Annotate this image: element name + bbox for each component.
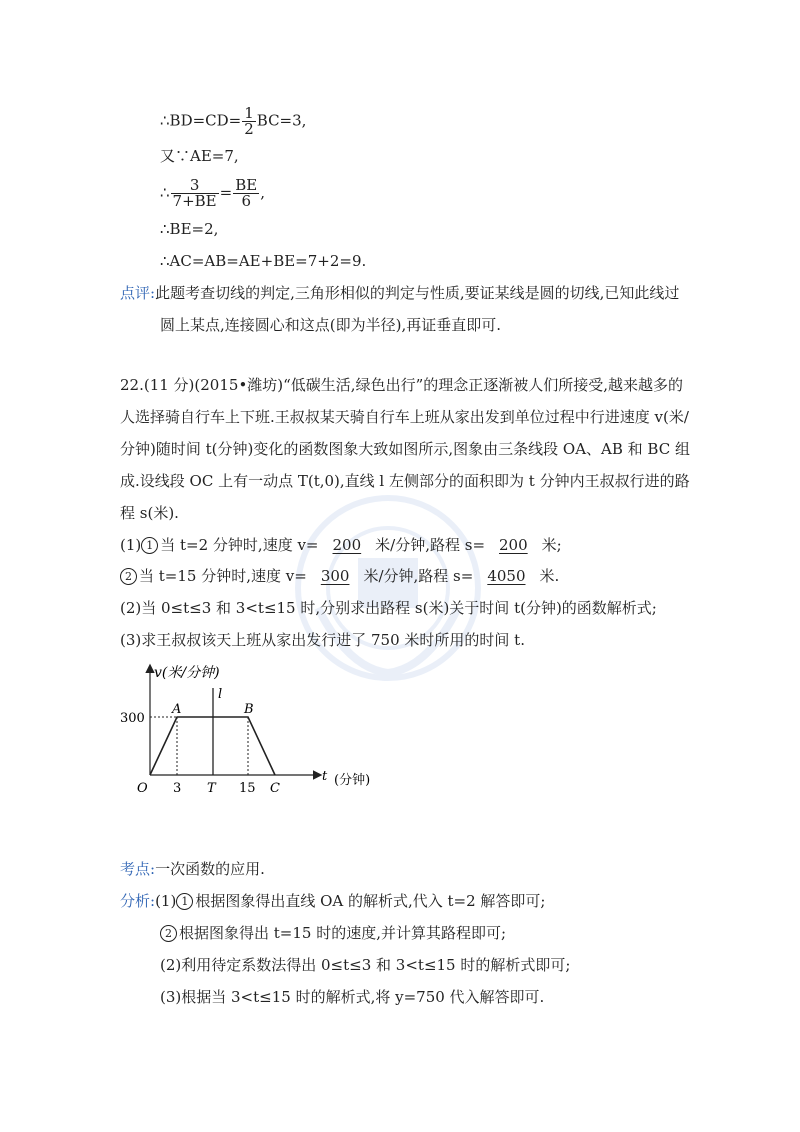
x-axis-label: t: [322, 769, 328, 784]
answer-blank-v2: 300: [320, 567, 350, 585]
comment-line-2: 圆上某点,连接圆心和这点(即为半径),再证垂直即可.: [160, 316, 502, 334]
problem-line-2: 人选择骑自行车上下班.王叔叔某天骑自行车上班从家出发到单位过程中行进速度 v(米/: [120, 408, 689, 426]
y-axis-label: v(米/分钟): [154, 665, 220, 681]
question-1a: (1) 1 当 t=2 分钟时,速度 v= 200 米/分钟,路程 s= 200 米;: [120, 536, 562, 554]
problem-line-1: 22.(11 分)(2015•潍坊)“低碳生活,绿色出行”的理念正逐渐被人们所接受,越来越多的: [120, 376, 684, 394]
solution-line-3: ∴ $\frac{3}{7+BE}$ = $\frac{BE}{6}$ ,: [160, 176, 265, 210]
x-tick-t: T: [207, 781, 216, 796]
y-tick-300: 300: [120, 711, 145, 726]
analysis-line-1: 分析:(1) 1 根据图象得出直线 OA 的解析式,代入 t=2 解答即可;: [120, 892, 546, 910]
line-l-label: l: [218, 687, 223, 702]
solution-line-5: ∴AC=AB=AE+BE=7+2=9.: [160, 252, 367, 270]
watermark-emblem-icon: [288, 488, 488, 688]
problem-line-3: 分钟)随时间 t(分钟)变化的函数图象大致如图所示,图象由三条线段 OA、AB 和 BC 组: [120, 440, 690, 458]
x-tick-15: 15: [239, 781, 256, 796]
circled-number-1: 1: [141, 537, 158, 554]
solution-line-4: ∴BE=2,: [160, 220, 219, 238]
solution-line-2: 又∵AE=7,: [160, 147, 239, 165]
point-b-label: B: [244, 702, 254, 717]
analysis-line-3: (2)利用待定系数法得出 0≤t≤3 和 3<t≤15 时的解析式即可;: [160, 956, 571, 974]
circled-number-2: 2: [160, 925, 177, 942]
point-c-label: C: [270, 781, 280, 796]
analysis-line-2: 2 根据图象得出 t=15 时的速度,并计算其路程即可;: [160, 923, 506, 943]
analysis-line-4: (3)根据当 3<t≤15 时的解析式,将 y=750 代入解答即可.: [160, 988, 545, 1006]
problem-line-4: 成.设线段 OC 上有一动点 T(t,0),直线 l 左侧部分的面积即为 t 分钟内王叔叔行进的路: [120, 472, 690, 490]
fraction-right: $\frac{BE}{6}$: [235, 176, 258, 210]
question-3: (3)求王叔叔该天上班从家出发行进了 750 米时所用的时间 t.: [120, 631, 525, 649]
fraction-half: $\frac{1}{2}$: [244, 104, 254, 138]
point-a-label: A: [172, 702, 182, 717]
velocity-time-graph: [120, 660, 380, 800]
x-tick-3: 3: [173, 781, 182, 796]
question-2: (2)当 0≤t≤3 和 3<t≤15 时,分别求出路程 s(米)关于时间 t(分钟)的函数解析式;: [120, 599, 657, 617]
origin-label: O: [137, 781, 148, 796]
circled-number-1: 1: [176, 893, 193, 910]
solution-line-1: ∴BD=CD= $\frac{1}{2}$ BC=3,: [160, 104, 307, 138]
problem-line-5: 程 s(米).: [120, 504, 179, 522]
kaodian-label: 考点:: [120, 860, 156, 878]
kaodian-line: 考点:一次函数的应用.: [120, 860, 265, 878]
circled-number-2: 2: [120, 568, 137, 585]
answer-blank-s2: 4050: [487, 567, 526, 585]
comment-line-1: 点评:此题考查切线的判定,三角形相似的判定与性质,要证某线是圆的切线,已知此线过: [120, 284, 680, 302]
comment-label: 点评:: [120, 284, 156, 302]
question-1b: 2 当 t=15 分钟时,速度 v= 300 米/分钟,路程 s= 4050 米.: [120, 566, 559, 586]
x-unit-label: (分钟): [334, 773, 371, 788]
analysis-label: 分析:: [120, 892, 156, 910]
fraction-left: $\frac{3}{7+BE}$: [172, 176, 217, 210]
answer-blank-v1: 200: [332, 536, 362, 554]
answer-blank-s1: 200: [499, 536, 528, 554]
